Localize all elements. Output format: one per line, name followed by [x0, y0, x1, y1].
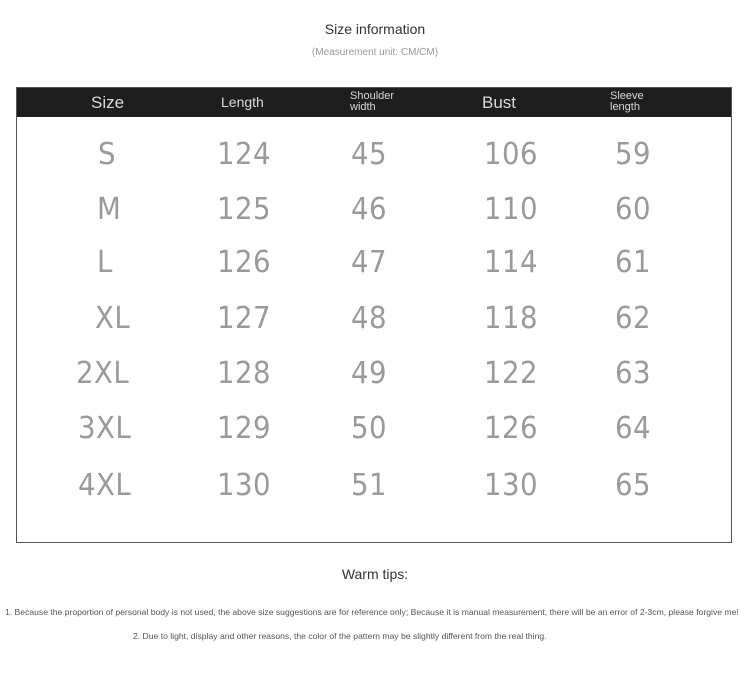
- warm-tips-title: Warm tips:: [341, 566, 409, 582]
- cell-length: 128: [217, 356, 272, 391]
- cell-sleeve: 65: [615, 468, 652, 503]
- tip-2: 2. Due to light, display and other reasons, the color of the pattern may be slightly different from the real thing.: [133, 631, 547, 641]
- cell-length: 129: [217, 411, 272, 446]
- header-size: Size: [91, 93, 125, 112]
- cell-size: 4XL: [78, 468, 132, 503]
- cell-length: 124: [217, 137, 272, 172]
- table-row: [17, 469, 731, 519]
- cell-sleeve: 62: [615, 301, 652, 336]
- cell-bust: 106: [484, 137, 539, 172]
- cell-size: S: [98, 137, 116, 172]
- tip-1: 1. Because the proportion of personal body is not used, the above size suggestions are for reference only; Because it is manual measurement, there will be an error of 2-3cm, please forgive me!: [5, 607, 739, 617]
- cell-sleeve: 64: [615, 411, 652, 446]
- table-row: [17, 138, 731, 188]
- cell-shoulder: 47: [351, 245, 388, 280]
- cell-length: 127: [217, 301, 272, 336]
- cell-length: 130: [217, 468, 272, 503]
- cell-shoulder: 46: [351, 192, 388, 227]
- cell-bust: 118: [484, 301, 539, 336]
- table-row: [17, 302, 731, 352]
- table-row: [17, 412, 731, 462]
- table-row: [17, 246, 731, 296]
- cell-length: 126: [217, 245, 272, 280]
- size-table: [16, 87, 732, 543]
- cell-bust: 110: [484, 192, 539, 227]
- cell-size: 2XL: [76, 356, 130, 391]
- cell-shoulder: 45: [351, 137, 388, 172]
- table-row: [17, 357, 731, 407]
- cell-shoulder: 49: [351, 356, 388, 391]
- page-title: Size information: [324, 21, 426, 37]
- table-row: [17, 193, 731, 243]
- header-sleeve-line2: length: [610, 101, 640, 113]
- cell-bust: 122: [484, 356, 539, 391]
- header-length: Length: [221, 94, 264, 110]
- cell-bust: 130: [484, 468, 539, 503]
- cell-shoulder: 48: [351, 301, 388, 336]
- cell-sleeve: 61: [615, 245, 652, 280]
- cell-size: XL: [95, 301, 131, 336]
- cell-shoulder: 50: [351, 411, 388, 446]
- table-header: [17, 88, 731, 117]
- cell-bust: 126: [484, 411, 539, 446]
- cell-size: M: [97, 192, 122, 227]
- cell-size: 3XL: [78, 411, 132, 446]
- header-shoulder-line2: width: [350, 101, 376, 113]
- header-bust: Bust: [482, 93, 517, 112]
- cell-sleeve: 59: [615, 137, 652, 172]
- header-sleeve-line1: Sleeve: [610, 90, 644, 102]
- cell-bust: 114: [484, 245, 539, 280]
- header-sleeve-length: [610, 91, 670, 113]
- cell-sleeve: 60: [615, 192, 652, 227]
- header-shoulder-width: [350, 91, 410, 113]
- cell-shoulder: 51: [351, 468, 388, 503]
- header-shoulder-line1: Shoulder: [350, 90, 395, 102]
- cell-sleeve: 63: [615, 356, 652, 391]
- cell-size: L: [97, 245, 113, 280]
- page-subtitle: (Measurement unit: CM/CM): [311, 47, 439, 58]
- cell-length: 125: [217, 192, 272, 227]
